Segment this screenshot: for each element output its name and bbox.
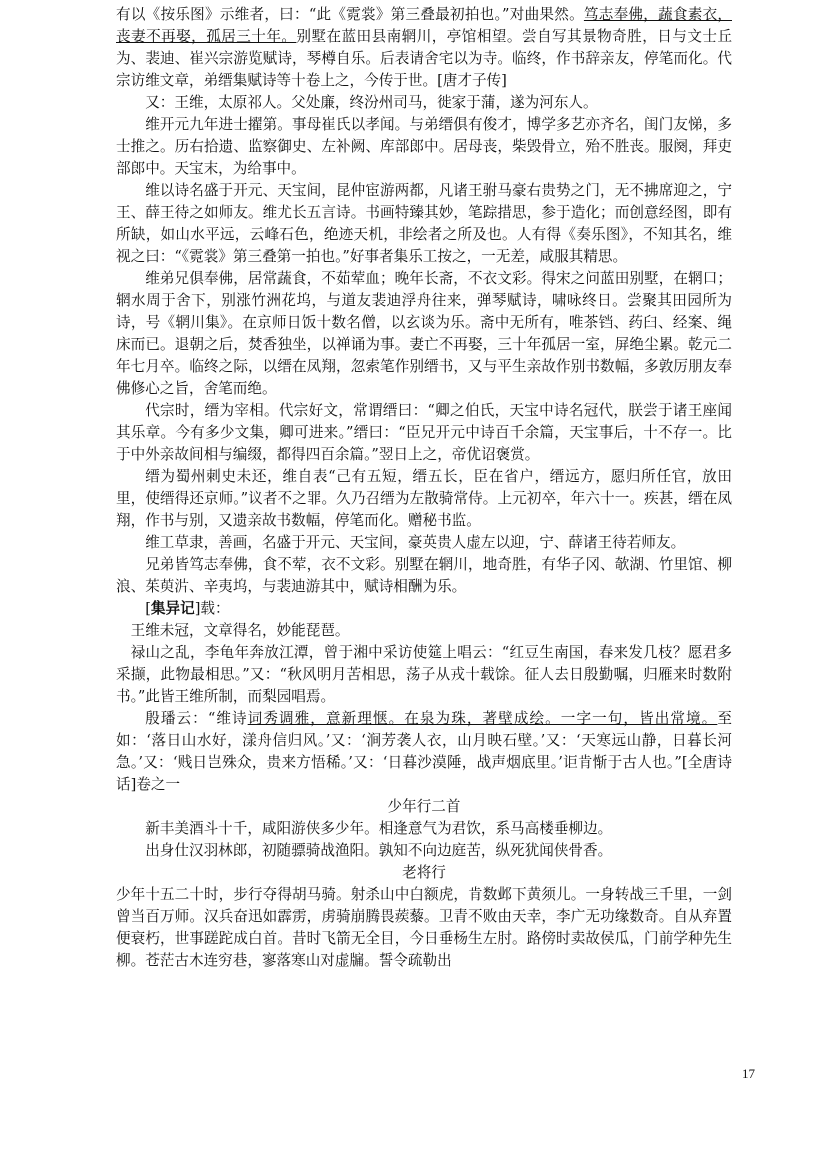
text-run: 殷璠云：“维诗	[145, 710, 248, 727]
underlined-text: 词秀调雅，意新理惬。在泉为珠，著壁成绘。一字一句，皆出常境。	[247, 710, 718, 727]
text-run: 别墅在蓝田县南辋川，亭馆相望。尝自写其景物奇胜，日与文士丘为、裴迪、崔兴宗游览赋诗，琴樽自乐。后表请舍宅以为寺。临终，作书辞亲友，停笔而化。代宗访维文章，弟缙集赋诗等十卷上之，今传于世。[唐才子传]	[116, 28, 732, 89]
bold-source-title: 集异记	[150, 600, 195, 617]
paragraph	[116, 598, 732, 620]
paragraph	[116, 708, 732, 796]
paragraph	[116, 466, 732, 532]
document-body	[116, 4, 732, 972]
text-run: [	[145, 600, 151, 617]
paragraph	[116, 92, 732, 114]
paragraph	[116, 532, 732, 554]
paragraph	[116, 818, 732, 840]
poem-title	[116, 796, 732, 818]
page-number: 17	[742, 1066, 755, 1081]
text-run: 出身仕汉羽林郎，初随骠骑战渔阳。孰知不向边庭苦，纵死犹闻侠骨香。	[145, 842, 613, 859]
paragraph	[116, 642, 732, 708]
text-run: 代宗时，缙为宰相。代宗好文，常谓缙曰：“卿之伯氏，天宝中诗名冠代，朕尝于诸王座闻其乐章。今有多少文集，卿可进来。”缙曰：“臣兄开元中诗百千余篇，天宝事后，十不存一。比于中外亲故间相与编缀，都得四百余篇。”翌日上之，帝优诏褒赏。	[116, 402, 732, 463]
paragraph	[116, 180, 732, 268]
paragraph	[116, 4, 732, 92]
paragraph	[116, 400, 732, 466]
text-run: 少年十五二十时，步行夺得胡马骑。射杀山中白额虎，肯数邺下黄须儿。一身转战三千里，一剑曾当百万师。汉兵奋迅如霹雳，虏骑崩腾畏蒺藜。卫青不败由天幸，李广无功缘数奇。自从弃置便衰朽，世事蹉跎成白首。昔时飞箭无全目，今日垂杨生左肘。路傍时卖故侯瓜，门前学种先生柳。苍茫古木连穷巷，寥落寒山对虚牖。誓令疏勒出	[116, 886, 732, 969]
underlined-text: 笃志奉佛，蔬食素衣，丧妻不再娶，孤居三十年。	[116, 6, 732, 45]
text-run: 新丰美酒斗十千，咸阳游侠多少年。相逢意气为君饮，系马高楼垂柳边。	[145, 820, 613, 837]
text-run: 又：王维，太原祁人。父处廉，终汾州司马，徙家于蒲，遂为河东人。	[145, 94, 598, 111]
poem-title	[116, 862, 732, 884]
text-run: 王维未冠，文章得名，妙能琵琶。	[130, 622, 350, 639]
paragraph	[116, 114, 732, 180]
text-run: 老将行	[402, 864, 446, 881]
paragraph	[116, 554, 732, 598]
text-run: 维工草隶，善画，名盛于开元、天宝间，豪英贵人虚左以迎，宁、薛诸王待若师友。	[145, 534, 686, 551]
paragraph	[116, 268, 732, 400]
text-run: 兄弟皆笃志奉佛，食不荤，衣不文彩。别墅在辋川，地奇胜，有华子冈、欹湖、竹里馆、柳浪、茱萸沜、辛夷坞，与裴迪游其中，赋诗相酬为乐。	[116, 556, 732, 595]
text-run: 维开元九年进士擢第。事母崔氏以孝闻。与弟缙俱有俊才，博学多艺亦齐名，闺门友悌，多士推之。历右拾遗、监察御史、左补阙、库部郎中。居母丧，柴毁骨立，殆不胜丧。服阕，拜吏部郎中。天宝末，为给事中。	[116, 116, 732, 177]
text-run: 有以《按乐图》示维者，曰：“此《霓裳》第三叠最初拍也。”对曲果然。	[116, 6, 584, 23]
paragraph	[116, 840, 732, 862]
paragraph	[116, 620, 732, 642]
text-run: ]载：	[194, 600, 230, 617]
text-run: 缙为蜀州刺史未还，维自表“己有五短，缙五长，臣在省户，缙远方，愿归所任官，放田里，使缙得还京师。”议者不之罪。久乃召缙为左散骑常侍。上元初卒，年六十一。疾甚，缙在凤翔，作书与别，又遗亲故书数幅，停笔而化。赠秘书监。	[116, 468, 732, 529]
text-run: 少年行二首	[387, 798, 461, 815]
text-run: 维以诗名盛于开元、天宝间，昆仲宦游两都，凡诸王驸马豪右贵势之门，无不拂席迎之，宁王、薛王待之如师友。维尤长五言诗。书画特臻其妙，笔踪措思，参于造化；而创意经图，即有所缺，如山水平远，云峰石色，绝迹天机，非绘者之所及也。人有得《奏乐图》，不知其名，维视之曰：“《霓裳》第三叠第一拍也。”好事者集乐工按之，一无差，咸服其精思。	[116, 182, 732, 265]
paragraph	[116, 884, 732, 972]
text-run: 至如：‘落日山水好，漾舟信归风。’又：‘涧芳袭人衣，山月映石壁。’又：‘天寒远山静，日暮长河急。’又：‘贱日岂殊众，贵来方悟稀。’又：‘日暮沙漠陲，战声烟底里。’讵肯惭于古人也。”[全唐诗话]卷之一	[116, 710, 732, 793]
text-run: 维弟兄俱奉佛，居常蔬食，不茹荤血；晚年长斋，不衣文彩。得宋之问蓝田别墅，在辋口；辋水周于舍下，别涨竹洲花坞，与道友裴迪浮舟往来，弹琴赋诗，啸咏终日。尝聚其田园所为诗，号《辋川集》。在京师日饭十数名僧，以玄谈为乐。斋中无所有，唯茶铛、药臼、经案、绳床而已。退朝之后，焚香独坐，以禅诵为事。妻亡不再娶，三十年孤居一室，屏绝尘累。乾元二年七月卒。临终之际，以缙在凤翔，忽索笔作别缙书，又与平生亲故作别书数幅，多敦厉朋友奉佛修心之旨，舍笔而绝。	[116, 270, 732, 397]
text-run: 禄山之乱，李龟年奔放江潭，曾于湘中采访使筵上唱云：“红豆生南国，春来发几枝？愿君多采撷，此物最相思。”又：“秋风明月苦相思，荡子从戎十载馀。征人去日殷勤嘱，归雁来时数附书。”此皆王维所制，而梨园唱焉。	[116, 644, 732, 705]
